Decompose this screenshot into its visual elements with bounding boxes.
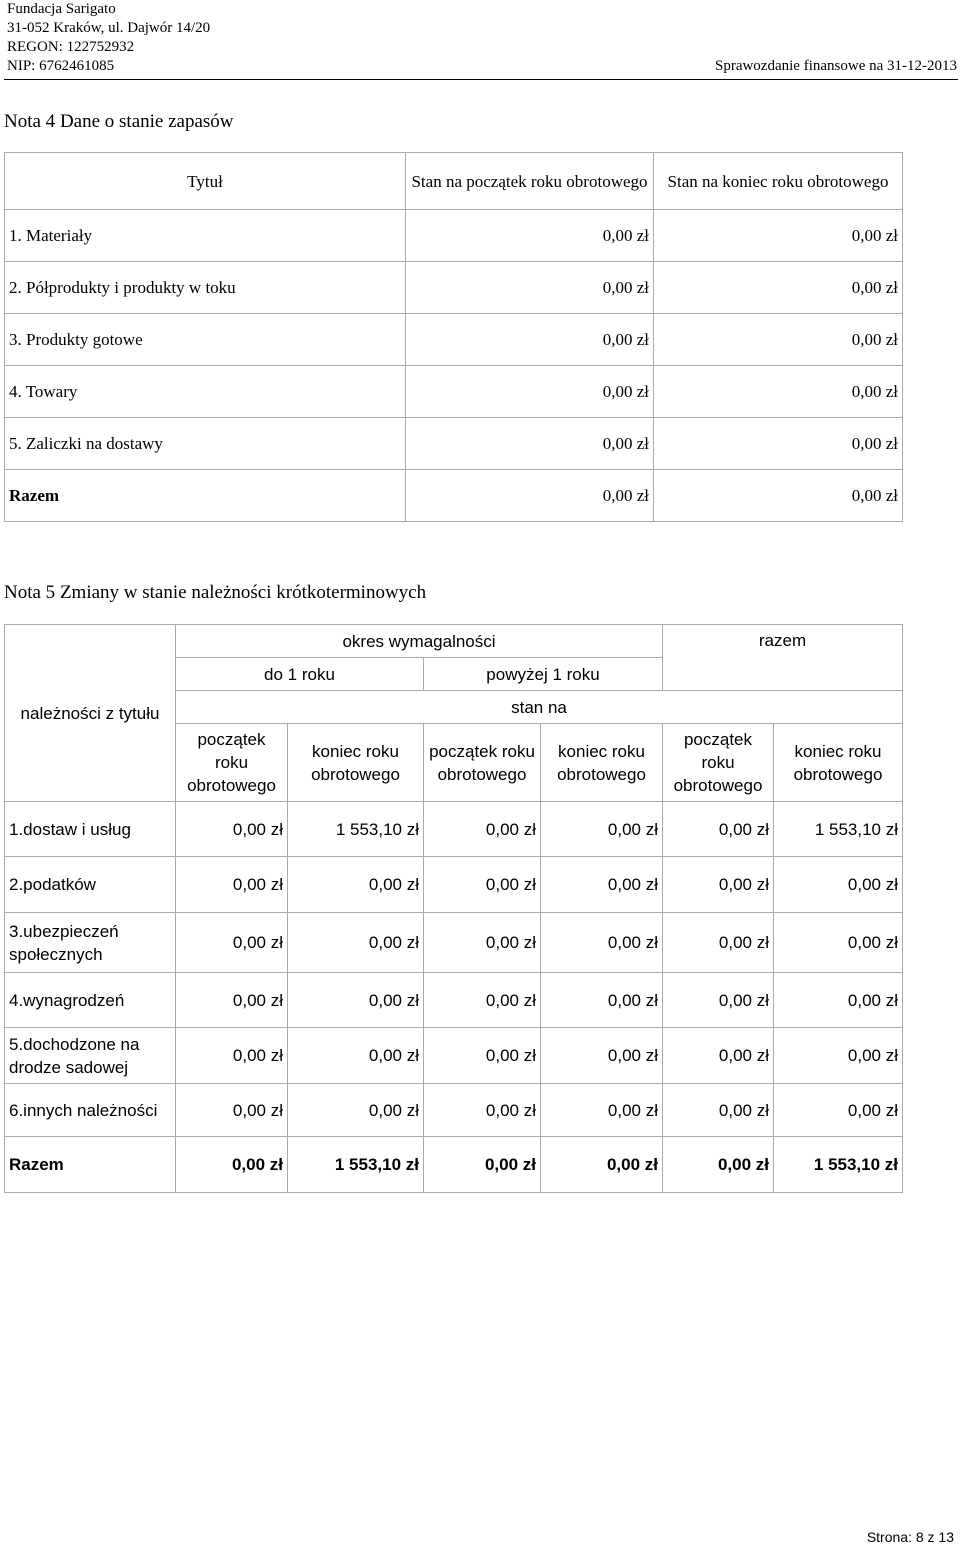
page-header [7, 0, 957, 76]
row-value: 0,00 zł [774, 1028, 903, 1084]
row-value: 0,00 zł [774, 913, 903, 973]
row-value-end: 0,00 zł [654, 366, 903, 418]
row-label: 5. Zaliczki na dostawy [5, 418, 406, 470]
row-value-end: 0,00 zł [654, 418, 903, 470]
nota4-col-end: Stan na koniec roku obrotowego [654, 153, 903, 210]
row-value: 1 553,10 zł [288, 802, 424, 857]
nota4-title-text: Dane o stanie zapasów [59, 111, 234, 132]
row-value-end: 0,00 zł [654, 262, 903, 314]
sub-end-over-1: koniec roku obrotowego [541, 724, 663, 802]
row-value-start: 0,00 zł [406, 262, 654, 314]
total-value: 1 553,10 zł [774, 1137, 903, 1193]
nota5-table [4, 624, 903, 1193]
sub-start-up-to-1: początek roku obrotowego [176, 724, 288, 802]
sub-start-total: początek roku obrotowego [663, 724, 774, 802]
row-value: 0,00 zł [176, 857, 288, 913]
table-row [5, 973, 903, 1028]
col-stan-na: stan na [176, 691, 903, 724]
row-value: 0,00 zł [663, 913, 774, 973]
row-value: 0,00 zł [541, 1084, 663, 1137]
sub-start-over-1: początek roku obrotowego [424, 724, 541, 802]
row-value: 0,00 zł [424, 1028, 541, 1084]
col-total: razem [663, 625, 903, 691]
table-row [5, 1084, 903, 1137]
sub-end-total: koniec roku obrotowego [774, 724, 903, 802]
row-value: 0,00 zł [288, 913, 424, 973]
total-value: 0,00 zł [424, 1137, 541, 1193]
table-row [5, 913, 903, 973]
nota5-title [4, 581, 426, 605]
row-value: 0,00 zł [663, 1084, 774, 1137]
total-label: Razem [5, 1137, 176, 1193]
row-value: 0,00 zł [663, 1028, 774, 1084]
row-value: 0,00 zł [424, 1084, 541, 1137]
row-value: 0,00 zł [424, 857, 541, 913]
row-value: 0,00 zł [176, 802, 288, 857]
col-receivables: należności z tytułu [5, 625, 176, 802]
org-regon: REGON: 122752932 [7, 39, 135, 55]
nota4-header-row [5, 153, 903, 210]
row-value-end: 0,00 zł [654, 210, 903, 262]
row-value: 1 553,10 zł [774, 802, 903, 857]
table-row [5, 314, 903, 366]
org-address: 31-052 Kraków, ul. Dajwór 14/20 [7, 20, 211, 36]
row-value: 0,00 zł [176, 973, 288, 1028]
row-value-start: 0,00 zł [406, 210, 654, 262]
total-row [5, 1137, 903, 1193]
org-name: Fundacja Sarigato [7, 1, 116, 17]
row-value: 0,00 zł [176, 1028, 288, 1084]
table-row [5, 366, 903, 418]
row-value: 0,00 zł [288, 973, 424, 1028]
row-value: 0,00 zł [663, 802, 774, 857]
nota4-table [4, 152, 903, 522]
row-value: 0,00 zł [774, 1084, 903, 1137]
col-period: okres wymagalności [176, 625, 663, 658]
row-value: 0,00 zł [774, 857, 903, 913]
total-row [5, 470, 903, 522]
row-value-start: 0,00 zł [406, 366, 654, 418]
table-row [5, 210, 903, 262]
nota5-title-label: Nota 5 [4, 582, 56, 603]
row-value: 0,00 zł [541, 973, 663, 1028]
total-value: 0,00 zł [541, 1137, 663, 1193]
row-value: 0,00 zł [424, 913, 541, 973]
row-value-start: 0,00 zł [406, 314, 654, 366]
row-value-start: 0,00 zł [406, 418, 654, 470]
col-up-to-1-year: do 1 roku [176, 658, 424, 691]
nota5-title-text: Zmiany w stanie należności krótkoterminowych [59, 582, 427, 603]
row-value: 0,00 zł [176, 1084, 288, 1137]
nota4-col-title: Tytuł [5, 153, 406, 210]
row-value: 0,00 zł [424, 802, 541, 857]
row-value: 0,00 zł [176, 913, 288, 973]
row-value: 0,00 zł [424, 973, 541, 1028]
nota4-title [4, 110, 234, 134]
row-value: 0,00 zł [541, 913, 663, 973]
row-label: 6.innych należności [5, 1084, 176, 1137]
row-value: 0,00 zł [663, 857, 774, 913]
table-row [5, 1028, 903, 1084]
table-row [5, 418, 903, 470]
total-value-end: 0,00 zł [654, 470, 903, 522]
row-label: 1.dostaw i usług [5, 802, 176, 857]
row-value: 0,00 zł [541, 802, 663, 857]
row-label: 3. Produkty gotowe [5, 314, 406, 366]
row-label: 2. Półprodukty i produkty w toku [5, 262, 406, 314]
row-value: 0,00 zł [288, 1028, 424, 1084]
page-number: Strona: 8 z 13 [866, 1529, 954, 1545]
row-label: 2.podatków [5, 857, 176, 913]
row-value: 0,00 zł [774, 973, 903, 1028]
row-label: 4. Towary [5, 366, 406, 418]
table-row [5, 802, 903, 857]
row-label: 5.dochodzone na drodze sadowej [5, 1028, 176, 1084]
sub-end-up-to-1: koniec roku obrotowego [288, 724, 424, 802]
header-divider [4, 79, 958, 80]
report-title: Sprawozdanie finansowe na 31-12-2013 [714, 58, 957, 74]
org-nip: NIP: 6762461085 [7, 58, 115, 74]
row-label: 3.ubezpieczeń społecznych [5, 913, 176, 973]
row-value: 0,00 zł [541, 1028, 663, 1084]
row-value-end: 0,00 zł [654, 314, 903, 366]
total-label: Razem [5, 470, 406, 522]
row-label: 4.wynagrodzeń [5, 973, 176, 1028]
col-over-1-year: powyżej 1 roku [424, 658, 663, 691]
nota4-col-start: Stan na początek roku obrotowego [406, 153, 654, 210]
row-value: 0,00 zł [288, 857, 424, 913]
row-value: 0,00 zł [541, 857, 663, 913]
total-value-start: 0,00 zł [406, 470, 654, 522]
total-value: 0,00 zł [663, 1137, 774, 1193]
row-value: 0,00 zł [288, 1084, 424, 1137]
nota4-title-label: Nota 4 [4, 111, 56, 132]
total-value: 0,00 zł [176, 1137, 288, 1193]
table-row [5, 262, 903, 314]
row-label: 1. Materiały [5, 210, 406, 262]
total-value: 1 553,10 zł [288, 1137, 424, 1193]
row-value: 0,00 zł [663, 973, 774, 1028]
table-row [5, 857, 903, 913]
